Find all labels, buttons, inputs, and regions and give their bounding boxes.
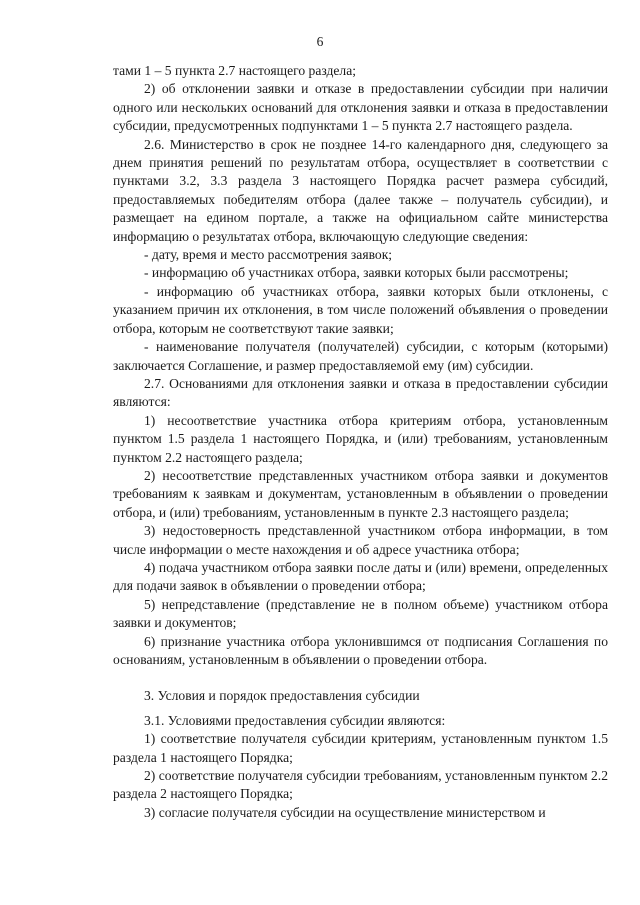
- list-item: 2) соответствие получателя субсидии требованиям, установленным пунктом 2.2 раздела 2 настоящего Порядка;: [113, 768, 608, 802]
- list-item: - информацию об участниках отбора, заявки которых были отклонены, с указанием причин их отклонения, в том числе положений объявления о проведении отбора, которым не соответствуют такие заявки;: [113, 283, 608, 336]
- paragraph: 3.1. Условиями предоставления субсидии являются:: [144, 712, 446, 728]
- section-heading: 3. Условия и порядок предоставления субсидии: [144, 688, 420, 704]
- paragraph: 2) об отклонении заявки и отказе в предоставлении субсидии при наличии одного или нескольких оснований для отклонения заявки и отказа в предоставлении субсидии, предусмотренных подпунктами 1 – 5 пункта 2.7 настоящего раздела.: [113, 81, 608, 134]
- list-item: 1) несоответствие участника отбора критериям отбора, установленным пунктом 1.5 раздела 1 настоящего Порядка, и (или) требованиям, установленным пунктом 2.2 настоящего раздела;: [113, 412, 608, 465]
- list-item: - информацию об участниках отбора, заявки которых были рассмотрены;: [144, 265, 569, 281]
- document-body: [113, 62, 608, 822]
- paragraph: 2.7. Основаниями для отклонения заявки и отказа в предоставлении субсидии являются:: [113, 375, 608, 410]
- list-item: - наименование получателя (получателей) субсидии, с которым (которыми) заключается Соглашение, и размер предоставляемой ему (им) субсидии.: [113, 339, 608, 373]
- paragraph: 2.6. Министерство в срок не позднее 14-го календарного дня, следующего за днем принятия решений по результатам отбора, осуществляет в соответствии с пунктами 3.2, 3.3 раздела 3 настоящего Порядка расчет размера субсидий, предоставляемых победителям отбора (далее также – получатель субсидии), и размещает на едином портале, а также на официальном сайте министерства информацию о результатах отбора, включающую следующие сведения:: [113, 136, 608, 244]
- paragraph: тами 1 – 5 пункта 2.7 настоящего раздела;: [113, 63, 357, 78]
- list-item: 4) подача участником отбора заявки после даты и (или) времени, определенных для подачи заявок в объявлении о проведении отбора;: [113, 559, 608, 594]
- page-number: 6: [316, 34, 324, 49]
- list-item: 5) непредставление (представление не в полном объеме) участником отбора заявки и документов;: [113, 596, 608, 631]
- list-item: 3) согласие получателя субсидии на осуществление министерством и: [144, 804, 546, 820]
- list-item: 1) соответствие получателя субсидии критериям, установленным пунктом 1.5 раздела 1 настоящего Порядка;: [113, 731, 608, 765]
- list-item: 3) недостоверность представленной участником отбора информации, в том числе информации о месте нахождения и об адресе участника отбора;: [113, 523, 608, 557]
- list-item: 2) несоответствие представленных участником отбора заявки и документов требованиям к заявкам и документам, установленным в объявлении о проведении отбора, и (или) требованиям, установленным в пункте 2.3 настоящего раздела;: [113, 467, 608, 520]
- list-item: - дату, время и место рассмотрения заявок;: [144, 247, 393, 263]
- list-item: 6) признание участника отбора уклонившимся от подписания Соглашения по основаниям, установленным в объявлении о проведении отбора.: [113, 633, 608, 667]
